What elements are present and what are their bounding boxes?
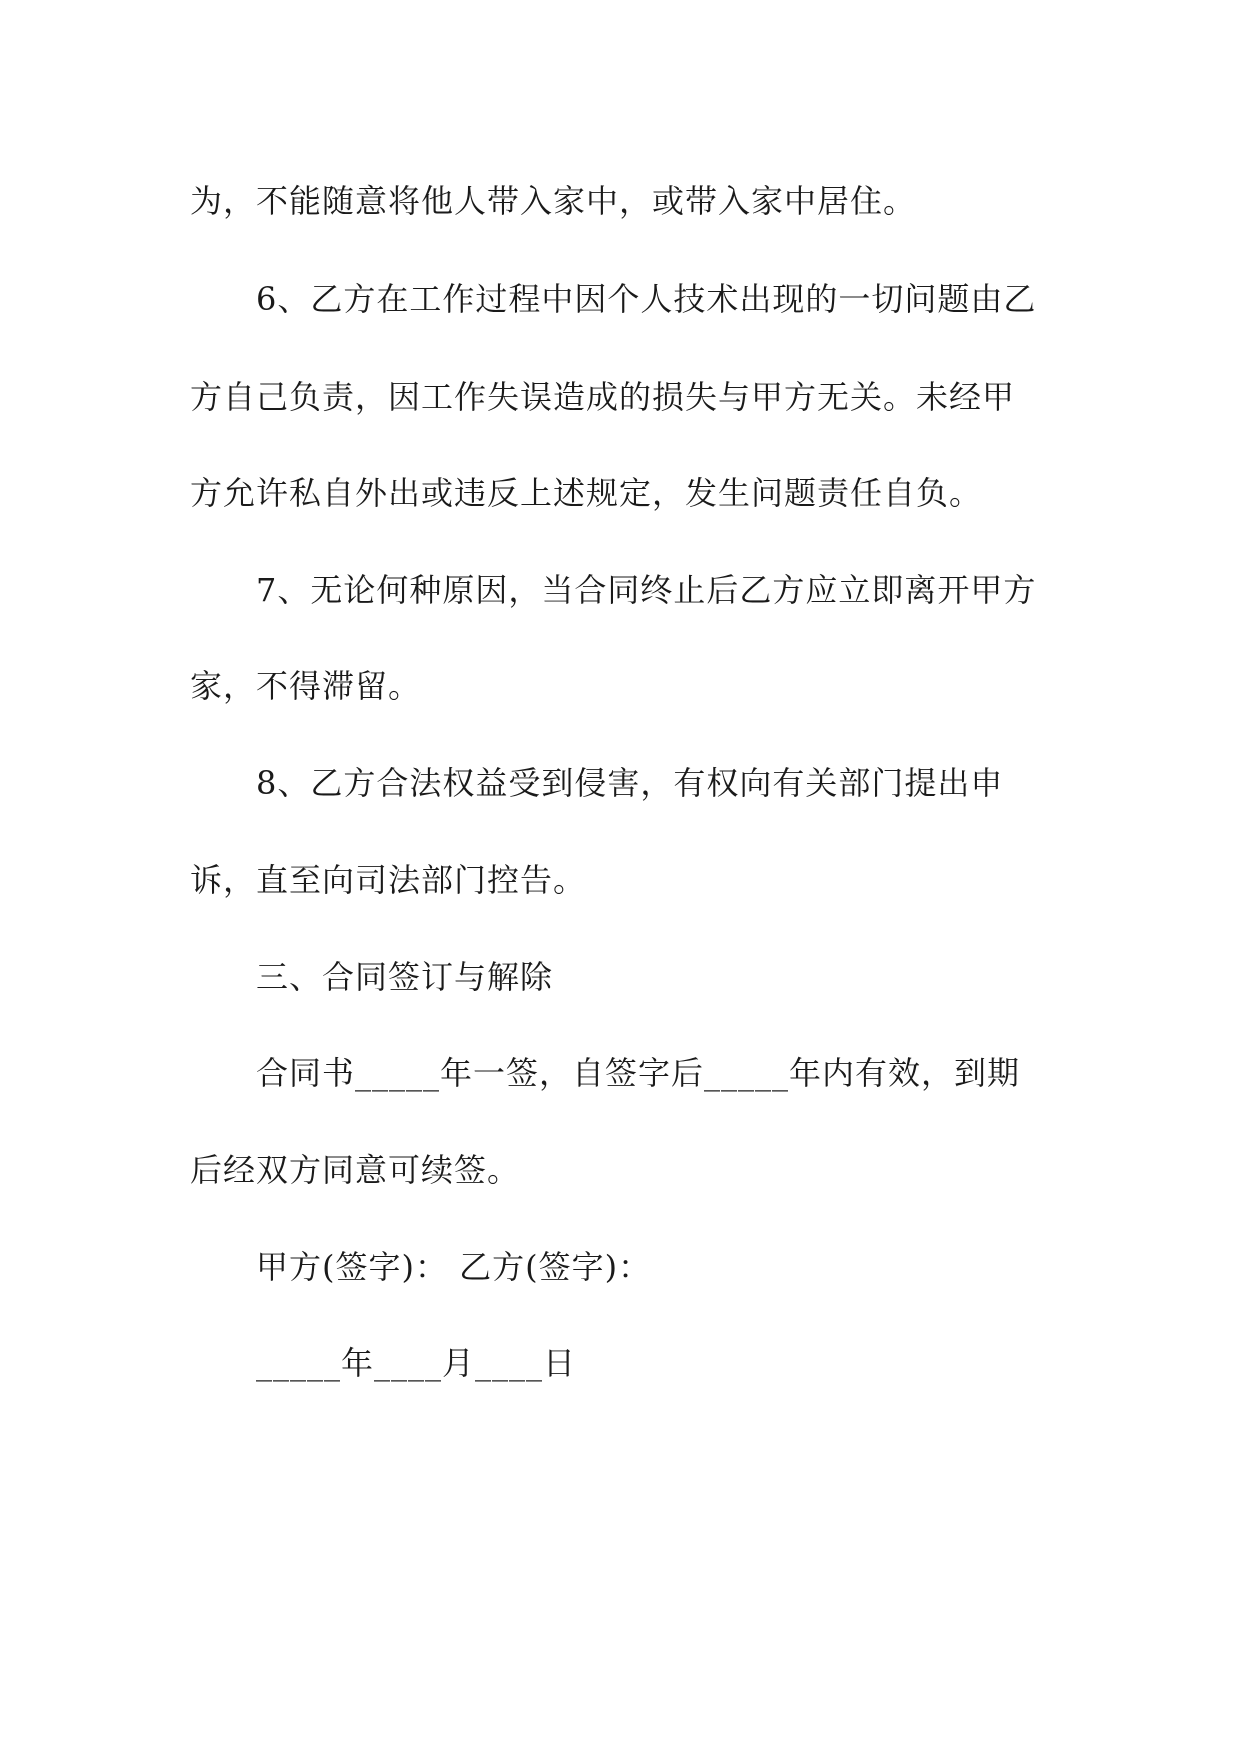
date-line: _____年____月____日	[256, 1344, 577, 1382]
contract-term-line: 合同书_____年一签，自签字后_____年内有效，到期	[256, 1054, 1021, 1092]
paragraph-line: 为，不能随意将他人带入家中，或带入家中居住。	[190, 182, 917, 220]
clause-6-line: 6、乙方在工作过程中因个人技术出现的一切问题由乙	[256, 280, 1037, 318]
signature-line: 甲方(签字)： 乙方(签字)：	[256, 1248, 652, 1286]
paragraph-line: 家，不得滞留。	[190, 667, 422, 705]
paragraph-line: 诉，直至向司法部门控告。	[190, 861, 587, 899]
paragraph-line: 后经双方同意可续签。	[190, 1151, 521, 1189]
section-heading: 三、合同签订与解除	[256, 958, 554, 996]
paragraph-line: 方允许私自外出或违反上述规定，发生问题责任自负。	[190, 474, 983, 512]
paragraph-line: 方自己负责，因工作失误造成的损失与甲方无关。未经甲	[190, 378, 1016, 416]
clause-7-line: 7、无论何种原因，当合同终止后乙方应立即离开甲方	[256, 571, 1037, 609]
clause-8-line: 8、乙方合法权益受到侵害，有权向有关部门提出申	[256, 764, 1004, 802]
